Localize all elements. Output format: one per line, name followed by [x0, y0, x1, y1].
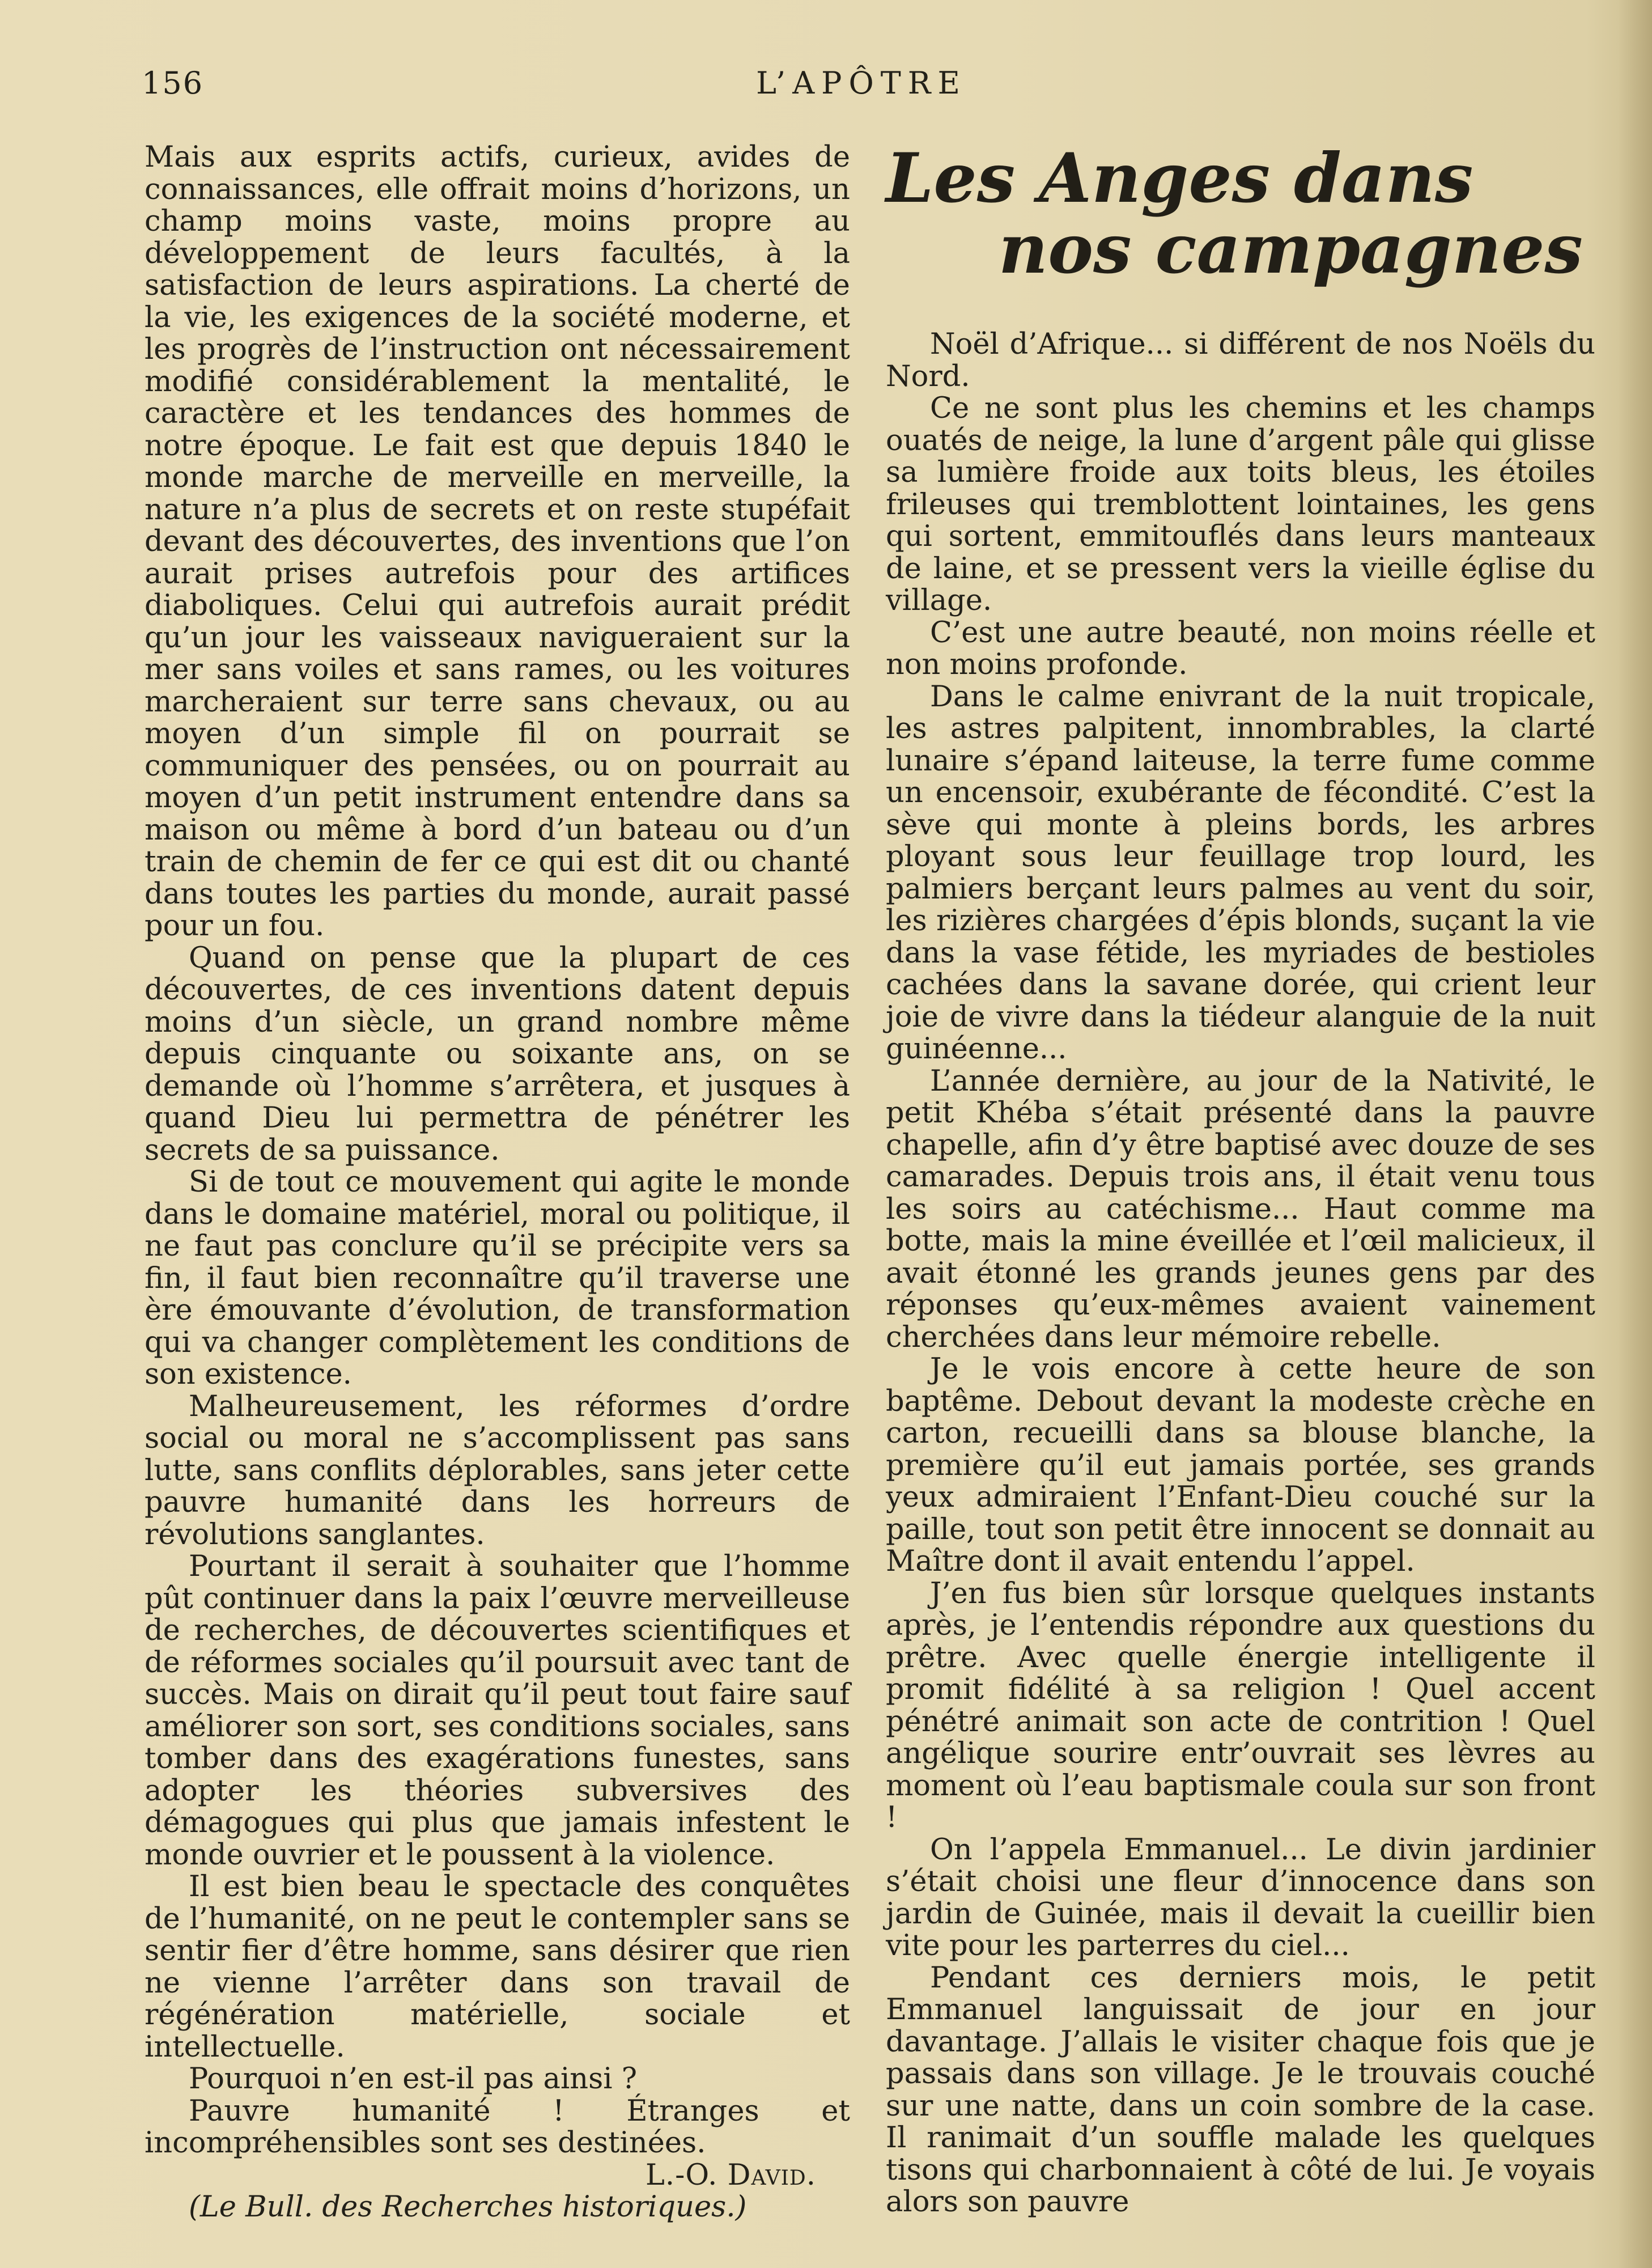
author-signature: L.-O. David.	[645, 2158, 816, 2192]
signature-row	[145, 2160, 850, 2192]
page-number: 156	[142, 65, 204, 101]
page-edge-shadow	[1618, 0, 1652, 2268]
paragraph: L’année dernière, au jour de la Nativité, le petit Khéba s’était présenté dans la pauvre chapelle, afin d’y être baptisé avec douze de ses camarades. Depuis trois ans, il était venu tous les soirs au catéchisme... Haut comme ma botte, mais la mine éveillée et l’œil malicieux, il avait étonné les grands jeunes gens par des réponses qu’eux-mêmes avaient vainement cherchées dans leur mémoire rebelle.	[886, 1064, 1595, 1354]
paragraph: Malheureusement, les réformes d’ordre social ou moral ne s’accomplissent pas sans lutte, sans conflits déplorables, sans jeter cette pauvre humanité dans les horreurs de révolutions sanglantes.	[145, 1389, 850, 1551]
paragraph: Quand on pense que la plupart de ces découvertes, de ces inventions datent depuis moins d’un siècle, un grand nombre même depuis cinquante ou soixante ans, on se demande où l’homme s’arrêtera, et jusques à quand Dieu lui permettra de pénétrer les secrets de sa puissance.	[145, 941, 850, 1167]
article-title-line-1: Les Anges dans	[886, 138, 1473, 218]
paragraph: C’est une autre beauté, non moins réelle et non moins profonde.	[886, 616, 1595, 681]
paragraph: Si de tout ce mouvement qui agite le monde dans le domaine matériel, moral ou politique, il ne faut pas conclure qu’il se précipite vers sa fin, il faut bien reconnaître qu’il traverse une ère émouvante d’évolution, de transformation qui va changer complètement les conditions de son existence.	[145, 1165, 850, 1391]
paragraph: J’en fus bien sûr lorsque quelques instants après, je l’entendis répondre aux questions du prêtre. Avec quelle énergie intelligente il promit fidélité à sa religion ! Quel accent pénétré animait son acte de contrition ! Quel angélique sourire entr’ouvrait ses lèvres au moment où l’eau baptismale coula sur son front !	[886, 1576, 1595, 1834]
paragraph: Il est bien beau le spectacle des conquêtes de l’humanité, on ne peut le contempler sans se sentir fier d’être homme, sans désirer que rien ne vienne l’arrêter dans son travail de régénération matérielle, sociale et intellectuelle.	[145, 1870, 850, 2064]
paragraph: Je le vois encore à cette heure de son baptême. Debout devant la modeste crèche en carton, recueilli dans sa blouse blanche, la première qu’il eut jamais portée, ses grands yeux admiraient l’Enfant-Dieu couché sur la paille, tout son petit être innocent se donnait au Maître dont il avait entendu l’appel.	[886, 1353, 1595, 1578]
article-title	[886, 136, 1594, 306]
paragraph: Mais aux esprits actifs, curieux, avides de connaissances, elle offrait moins d’horizons, un champ moins vaste, moins propre au développement de leurs facultés, à la satisfaction de leurs aspirations. La cherté de la vie, les exigences de la société moderne, et les progrès de l’instruction ont nécessairement modifié considérablement la mentalité, le caractère et les tendances des hommes de notre époque. Le fait est que depuis 1840 le monde marche de merveille en merveille, la nature n’a plus de secrets et on reste stupéfait devant des découvertes, des inventions que l’on aurait prises autrefois pour des artifices diaboliques. Celui qui autrefois aurait prédit qu’un jour les vaisseaux navigueraient sur la mer sans voiles et sans rames, ou les voitures marcheraient sur terre sans chevaux, ou au moyen d’un simple fil on pourrait se communiquer des pensées, ou on pourrait au moyen d’un petit instrument entendre dans sa maison ou même à bord d’un bateau ou d’un train de chemin de fer ce qui est dit ou chanté dans toutes les parties du monde, aurait passé pour un fou.	[145, 141, 850, 943]
left-column	[145, 142, 850, 2224]
source-citation: (Le Bull. des Recherches historiques.)	[189, 2190, 747, 2224]
paragraph: Pendant ces derniers mois, le petit Emmanuel languissait de jour en jour davantage. J’allais le visiter chaque fois que je passais dans son village. Je le trouvais couché sur une natte, dans un coin sombre de la case. Il ranimait d’un souffle malade les quelques tisons qui charbonnaient à côté de lui. Je voyais alors son pauvre	[886, 1961, 1595, 2219]
paragraph: Pourtant il serait à souhaiter que l’homme pût continuer dans la paix l’œuvre merveilleuse de recherches, de découvertes scientifiques et de réformes sociales qu’il poursuit avec tant de succès. Mais on dirait qu’il peut tout faire sauf améliorer son sort, ses conditions sociales, sans tomber dans des exagérations funestes, sans adopter les théories subversives des démagogues qui plus que jamais infestent le monde ouvrier et le poussent à la violence.	[145, 1550, 850, 1872]
paragraph: Ce ne sont plus les chemins et les champs ouatés de neige, la lune d’argent pâle qui glisse sa lumière froide aux toits bleus, les étoiles frileuses qui tremblottent lointaines, les gens qui sortent, emmitouflés dans leurs manteaux de laine, et se pressent vers la vieille église du village.	[886, 392, 1595, 617]
right-column	[886, 329, 1595, 2219]
paragraph: Noël d’Afrique... si différent de nos Noëls du Nord.	[886, 328, 1595, 393]
paragraph: On l’appela Emmanuel... Le divin jardinier s’était choisi une fleur d’innocence dans son jardin de Guinée, mais il devait la cueillir bien vite pour les parterres du ciel...	[886, 1833, 1595, 1962]
page-header	[142, 65, 1581, 116]
running-title: L’APÔTRE	[756, 65, 967, 101]
article-title-line-2: nos campagnes	[998, 209, 1583, 289]
paragraph: Dans le calme enivrant de la nuit tropicale, les astres palpitent, innombrables, la clarté lunaire s’épand laiteuse, la terre fume comme un encensoir, exubérante de fécondité. C’est la sève qui monte à pleins bords, les arbres ployant sous leur feuillage trop lourd, les palmiers berçant leurs palmes au vent du soir, les rizières chargées d’épis blonds, suçant la vie dans la vase fétide, les myriades de bestioles cachées dans la savane dorée, qui crient leur joie de vivre dans la tiédeur alanguie de la nuit guinéenne...	[886, 680, 1595, 1066]
paragraph: Pauvre humanité ! Étranges et incompréhensibles sont ses destinées.	[145, 2094, 850, 2160]
paragraph: Pourquoi n’en est-il pas ainsi ?	[189, 2062, 638, 2096]
